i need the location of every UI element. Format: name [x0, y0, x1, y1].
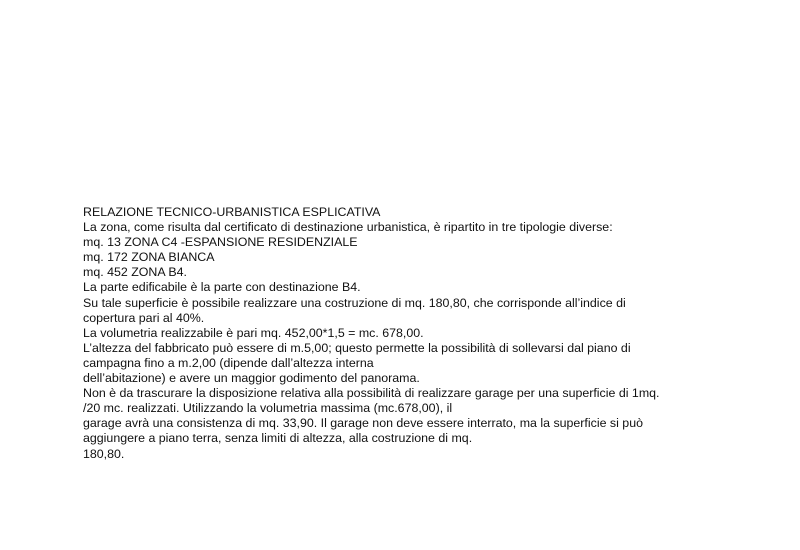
- text-line: 180,80.: [83, 446, 125, 461]
- text-line: mq. 172 ZONA BIANCA: [83, 250, 215, 265]
- text-line: mq. 13 ZONA C4 -ESPANSIONE RESIDENZIALE: [83, 235, 358, 250]
- report-title: RELAZIONE TECNICO-URBANISTICA ESPLICATIVA: [83, 205, 381, 219]
- text-line: aggiungere a piano terra, senza limiti di altezza, alla costruzione di mq.: [83, 431, 473, 446]
- text-line: copertura pari al 40%.: [83, 310, 205, 325]
- text-line: Su tale superficie è possibile realizzare una costruzione di mq. 180,80, che corrisponde all’indice di: [83, 295, 626, 310]
- report-text: [83, 205, 723, 462]
- text-line: mq. 452 ZONA B4.: [83, 265, 187, 280]
- text-line: campagna fino a m.2,00 (dipende dall’altezza interna: [83, 355, 374, 370]
- text-line: L’altezza del fabbricato può essere di m.5,00; questo permette la possibilità di sollevarsi dal piano di: [83, 340, 631, 355]
- text-line: Non è da trascurare la disposizione relativa alla possibilità di realizzare garage per una superficie di 1mq.: [83, 386, 660, 401]
- text-line: /20 mc. realizzati. Utilizzando la volumetria massima (mc.678,00), il: [83, 401, 453, 416]
- text-line: garage avrà una consistenza di mq. 33,90. Il garage non deve essere interrato, ma la superficie si può: [83, 416, 643, 431]
- text-line: dell’abitazione) e avere un maggior godimento del panorama.: [83, 371, 420, 386]
- text-line: La zona, come risulta dal certificato di destinazione urbanistica, è ripartito in tre tipologie diverse:: [83, 220, 613, 235]
- text-line: La volumetria realizzabile è pari mq. 452,00*1,5 = mc. 678,00.: [83, 325, 424, 340]
- text-line: La parte edificabile è la parte con destinazione B4.: [83, 280, 361, 295]
